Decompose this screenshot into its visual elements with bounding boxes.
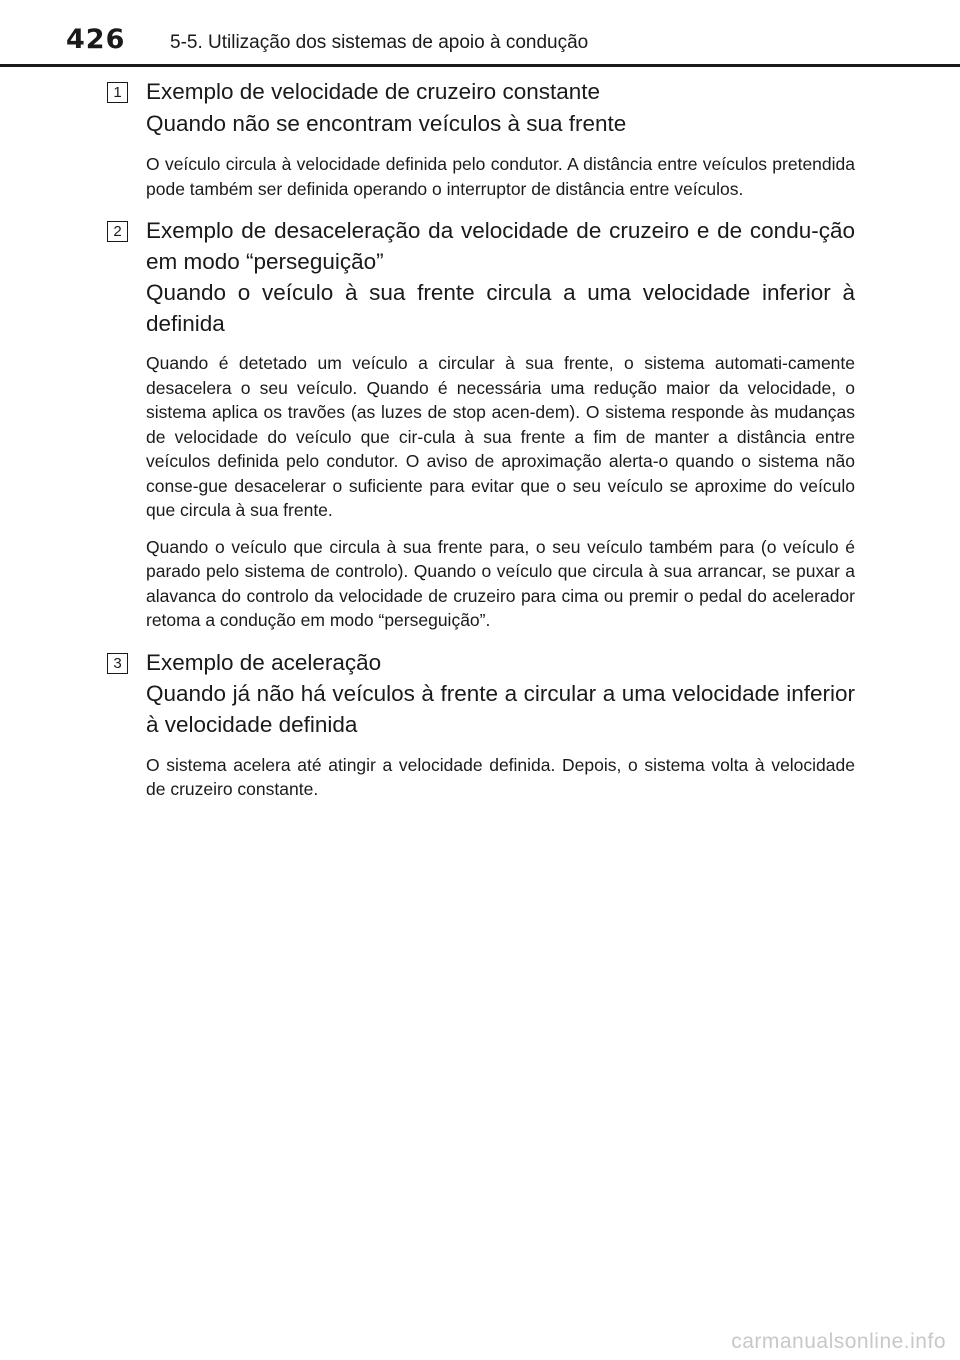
item-paragraph: O sistema acelera até atingir a velocidade definida. Depois, o sistema volta à velocidade de cruzeiro constante.: [146, 754, 855, 799]
item-paragraph: Quando é detetado um veículo a circular à sua frente, o sistema automati-camente desacelera o seu veículo. Quando é necessária uma redução maior da velocidade, o sistema aplica os travões (as luzes de stop acen-dem). O sistema responde às mudanças de velocidade do veículo que cir-cula à sua frente a fim de manter a distância entre veículos definida pelo condutor. O aviso de aproximação alerta-o quando o sistema não conse-gue desacelerar o suficiente para evitar que o seu veículo se aproxime do veículo que circula à sua frente.: [146, 353, 855, 520]
header-divider: [0, 64, 960, 67]
list-item: [107, 215, 855, 633]
watermark: carmanualsonline.info: [731, 1330, 946, 1353]
item-subheading: Quando já não há veículos à frente a circular a uma velocidade inferior à velocidade definida: [146, 680, 855, 737]
item-number-badge: 1: [107, 82, 128, 103]
item-number-badge: 2: [107, 221, 128, 242]
page-number: 426: [66, 24, 126, 55]
item-heading: Exemplo de desaceleração da velocidade de cruzeiro e de condu-ção em modo “perseguição”: [146, 218, 855, 274]
item-paragraph: O veículo circula à velocidade definida pelo condutor. A distância entre veículos pretendida pode também ser definida operando o interruptor de distância entre veículos.: [146, 154, 855, 199]
item-heading: Exemplo de aceleração: [146, 649, 382, 675]
item-heading: Exemplo de velocidade de cruzeiro constante: [146, 79, 601, 104]
item-subheading: Quando não se encontram veículos à sua frente: [146, 111, 627, 136]
list-item: [107, 76, 855, 201]
list-item: [107, 647, 855, 802]
item-paragraph: Quando o veículo que circula à sua frente para, o seu veículo também para (o veículo é parado pelo sistema de controlo). Quando o veículo que circula à sua arrancar, se puxar a alavanca do controlo da velocidade de cruzeiro para cima ou premir o pedal do acelerador retoma a condução em modo “perseguição”.: [146, 536, 855, 630]
main-content: [107, 76, 855, 802]
page-header: [0, 0, 960, 70]
item-number-badge: 3: [107, 653, 128, 674]
item-subheading: Quando o veículo à sua frente circula a uma velocidade inferior à definida: [146, 280, 855, 336]
section-title: 5-5. Utilização dos sistemas de apoio à condução: [170, 32, 589, 53]
